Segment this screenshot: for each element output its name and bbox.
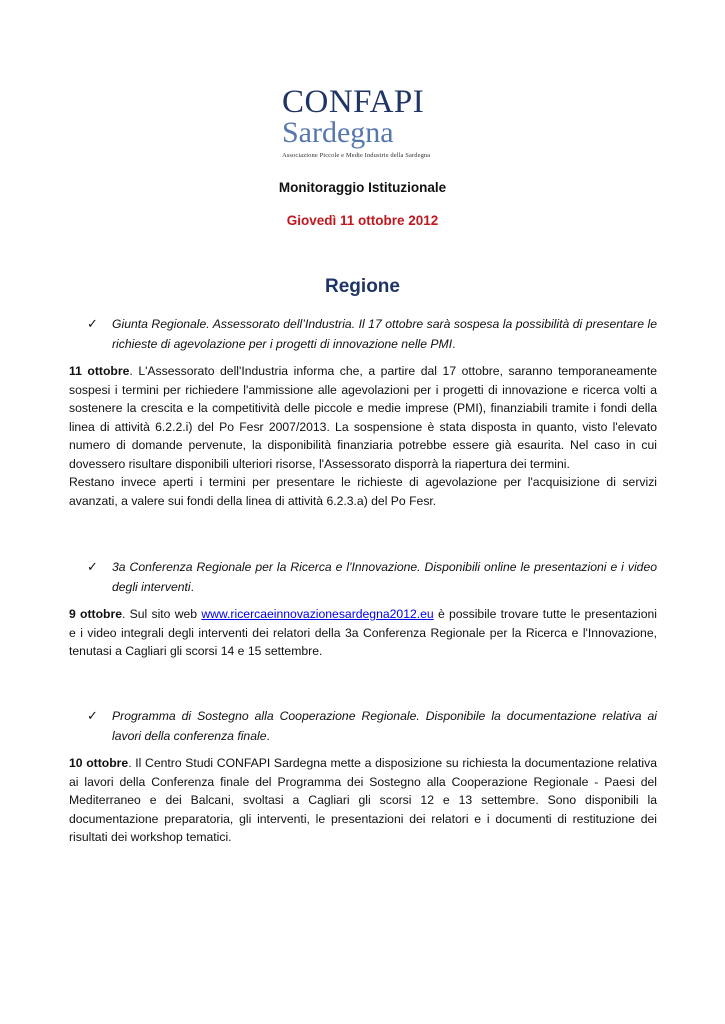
check-icon: ✓ — [87, 708, 98, 723]
news-text: . Sul sito web — [122, 607, 202, 621]
news-text-post: è possibile trovare tutte le presentazioni e i video integrali degli interventi dei relatori della 3a Conferenza Regionale per la Ricerca e l'Innovazione, tenutasi a Cagliari gli scorsi 14 e 15 settembre. — [69, 607, 657, 658]
doc-title: Monitoraggio Istituzionale — [278, 180, 447, 195]
headline-text: Programma di Sostegno alla Cooperazione Regionale. Disponibile la documentazione relativa ai lavori della conferenza finale — [112, 709, 657, 743]
section-title: Regione — [325, 276, 400, 297]
logo-tagline: Associazione Piccole e Medie Industrie della Sardegna — [282, 152, 431, 159]
news-text: . Il Centro Studi CONFAPI Sardegna mette a disposizione su richiesta la documentazione relativa ai lavori della Conferenza finale del Programma dei Sostegno alla Cooperazione Regionale - Paesi del Mediterraneo e dei Balcani, svoltasi a Cagliari gli scorsi 12 e 13 settembre. Sono disponibili la documentazione preparatoria, gli interventi, le presentazioni dei relatori e i documenti di restituzione dei risultati dei workshop tematici. — [69, 756, 657, 844]
news-date: 9 ottobre — [69, 607, 122, 621]
logo-line2: Sardegna — [282, 116, 394, 149]
news-headline-1 — [87, 314, 657, 354]
logo-line1: CONFAPI — [282, 84, 425, 120]
news-body-3 — [69, 754, 657, 847]
website-link[interactable]: www.ricercaeinnovazionesardegna2012.eu — [201, 607, 434, 621]
headline-end: . — [266, 729, 270, 743]
headline-end: . — [452, 337, 456, 351]
doc-date: Giovedì 11 ottobre 2012 — [286, 213, 439, 228]
news-headline-3 — [87, 706, 657, 746]
check-icon: ✓ — [87, 316, 98, 331]
confapi-logo — [282, 86, 452, 159]
news-body-1 — [69, 362, 657, 510]
headline-end: . — [190, 580, 194, 594]
news-date: 10 ottobre — [69, 756, 129, 770]
news-text: . L'Assessorato dell'Industria informa che, a partire dal 17 ottobre, saranno temporaneamente sospesi i termini per richiedere l'ammissione alle agevolazioni per i progetti di innovazione e ricerca volti a sostenere la crescita e la competitività delle piccole e medie imprese (PMI), finanziabili tramite i fondi della linea di attività 6.2.2.i) del Po Fesr 2007/2013. La sospensione è stata disposta in quanto, visto l'elevato numero di domande pervenute, la disponibilità finanziaria potrebbe essere già esaurita. Nel caso in cui dovessero risultare disponibili ulteriori risorse, l'Assessorato disporrà la riapertura dei termini. — [69, 364, 658, 471]
news-headline-2 — [87, 557, 657, 597]
news-date: 11 ottobre — [69, 364, 130, 378]
headline-text: Giunta Regionale. Assessorato dell’Industria. Il 17 ottobre sarà sospesa la possibilità di presentare le richieste di agevolazione per i progetti di innovazione nelle PMI — [112, 317, 657, 351]
news-body-2 — [69, 605, 657, 661]
news-text-2: Restano invece aperti i termini per presentare le richieste di agevolazione per l'acquisizione di servizi avanzati, a valere sui fondi della linea di attività 6.2.3.a) del Po Fesr. — [69, 475, 657, 508]
headline-text: 3a Conferenza Regionale per la Ricerca e l'Innovazione. Disponibili online le presentazioni e i video degli interventi — [112, 560, 657, 594]
check-icon: ✓ — [87, 559, 98, 574]
